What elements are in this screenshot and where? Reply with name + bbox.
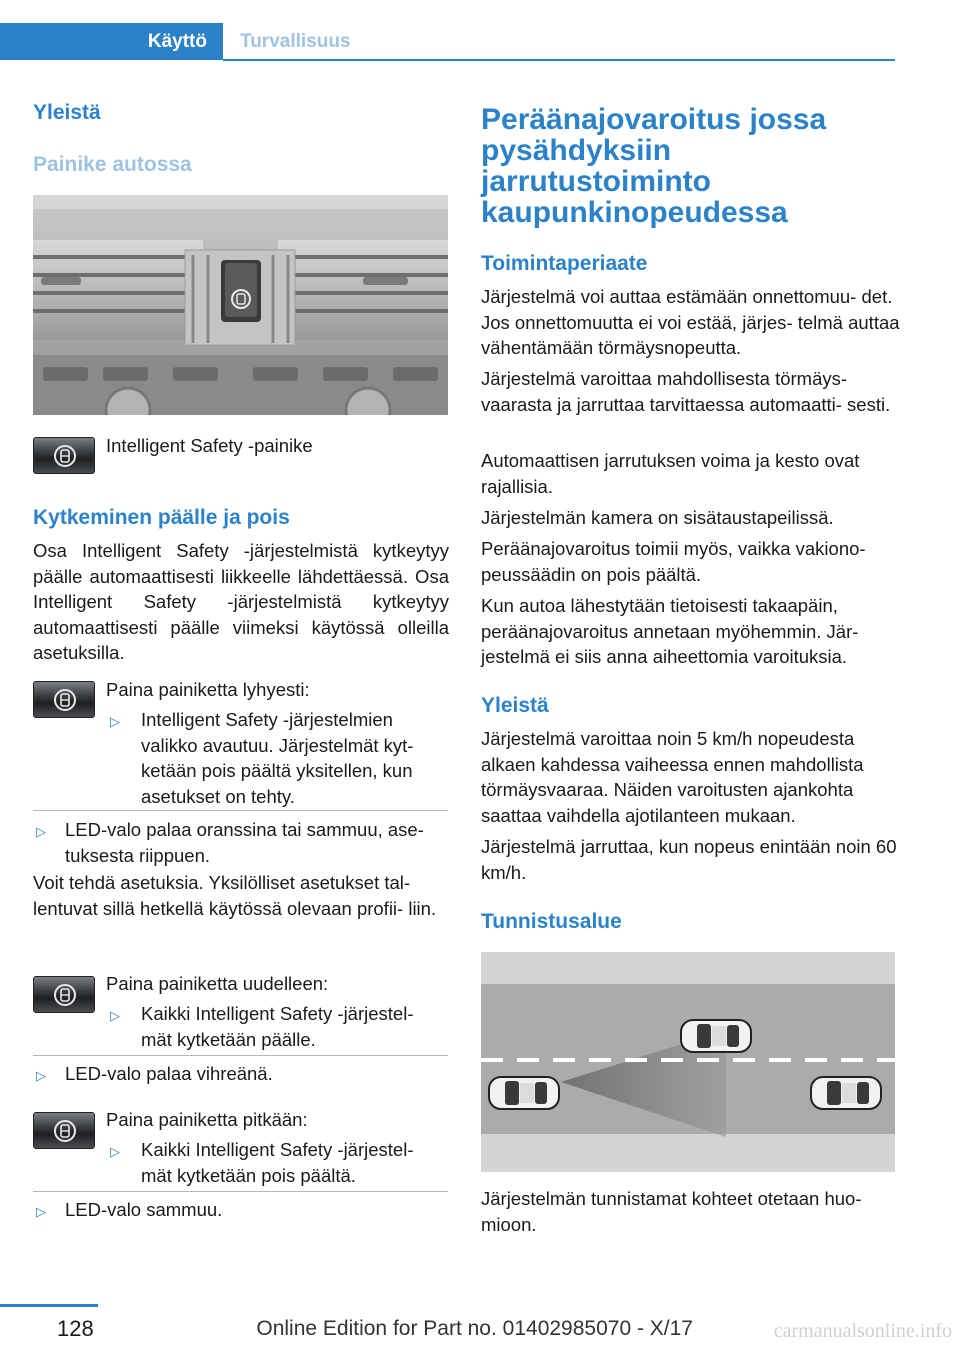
safety-button-icon bbox=[33, 437, 95, 474]
para-p6: Kun autoa lähestytään tietoisesti takaapäin, peräänajovaroitus annetaan myöhemmin. Jär- jestelmä ei siis anna aiheettomia varoituksia. bbox=[481, 595, 859, 667]
section-title-kytkeminen: Kytkeminen päälle ja pois bbox=[33, 506, 290, 529]
para-p8: Järjestelmä jarruttaa, kun nopeus enintään noin 60 km/h. bbox=[481, 836, 897, 883]
footer-divider bbox=[0, 1304, 98, 1307]
para-p3: Automaattisen jarrutuksen voima ja kesto ovat rajallisia. bbox=[481, 450, 860, 497]
car-icon bbox=[681, 1020, 751, 1052]
tab-kaytto[interactable]: Käyttö bbox=[0, 23, 223, 60]
watermark: carmanualsonline.info bbox=[773, 1320, 952, 1342]
press-short-label: Paina painiketta lyhyesti: bbox=[106, 679, 310, 700]
led-green-bullet: LED-valo palaa vihreänä. bbox=[65, 1063, 273, 1084]
dashboard-photo bbox=[33, 195, 448, 415]
safety-button-icon bbox=[33, 976, 95, 1013]
press-again-label: Paina painiketta uudelleen: bbox=[106, 973, 329, 994]
car-icon bbox=[811, 1077, 881, 1109]
bullet-triangle-icon: ▷ bbox=[110, 714, 120, 729]
car-icon bbox=[489, 1077, 559, 1109]
separator bbox=[33, 810, 448, 811]
heading-painike-autossa: Painike autossa bbox=[33, 153, 192, 176]
safety-button-icon bbox=[33, 1112, 95, 1149]
bullet-triangle-icon: ▷ bbox=[110, 1008, 120, 1023]
bullet-triangle-icon: ▷ bbox=[110, 1144, 120, 1159]
led-orange-bullet: LED-valo palaa oranssina tai sammuu, ase- tuksesta riippuen. bbox=[65, 819, 424, 866]
right-title: Peräänajovaroitus jossa pysähdyksiin jarrutustoiminto kaupunkinopeudessa bbox=[481, 103, 827, 229]
heading-yleista: Yleistä bbox=[33, 101, 101, 124]
press-long-label: Paina painiketta pitkään: bbox=[106, 1109, 308, 1130]
bullet-triangle-icon: ▷ bbox=[36, 1068, 46, 1083]
diagram-caption: Järjestelmän tunnistamat kohteet otetaan huo- mioon. bbox=[481, 1188, 862, 1235]
subheading-toimintaperiaate: Toimintaperiaate bbox=[481, 252, 648, 275]
button-caption: Intelligent Safety -painike bbox=[106, 435, 313, 456]
detection-area-diagram bbox=[481, 952, 895, 1172]
subheading-tunnistusalue: Tunnistusalue bbox=[481, 910, 622, 933]
para-p7: Järjestelmä varoittaa noin 5 km/h nopeudesta alkaen kahdessa vaiheessa ennen mahdollista törmäysvaaraa. Näiden varoitusten ajankohta saattaa vaihdella ajotilanteen mukaan. bbox=[481, 728, 864, 826]
press-short-bullet: Intelligent Safety -järjestelmien valikko avautuu. Järjestelmät kyt- ketään pois päältä yksitellen, kun asetukset on tehty. bbox=[141, 709, 414, 807]
bullet-triangle-icon: ▷ bbox=[36, 1204, 46, 1219]
para-kytkeminen: Osa Intelligent Safety -järjestelmistä kytkeytyy päälle automaattisesti liikkeelle lähdettäessä. Osa Intelligent Safety -järjestelmistä kytkeytyy automaattisesti päälle viimeksi käytössä olleilla asetuksilla. bbox=[33, 540, 449, 663]
para-p5: Peräänajovaroitus toimii myös, vaikka vakiono- peussäädin on pois päältä. bbox=[481, 538, 866, 585]
para-p4: Järjestelmän kamera on sisätaustapeilissä. bbox=[481, 507, 834, 528]
para-p1: Järjestelmä voi auttaa estämään onnettomuu- det. Jos onnettomuutta ei voi estää, järjes- telmä auttaa vähentämään törmäysnopeutta. bbox=[481, 286, 900, 358]
para-p2: Järjestelmä varoittaa mahdollisesta törmäys- vaarasta ja jarruttaa tarvittaessa automaatti- sesti. bbox=[481, 368, 891, 415]
press-again-bullet: Kaikki Intelligent Safety -järjestel- mät kytketään päälle. bbox=[141, 1003, 414, 1050]
separator bbox=[33, 1191, 448, 1192]
separator bbox=[33, 1055, 448, 1056]
subheading-yleista: Yleistä bbox=[481, 694, 549, 717]
safety-button-icon bbox=[33, 681, 95, 718]
bullet-triangle-icon: ▷ bbox=[36, 824, 46, 839]
page-header bbox=[0, 23, 895, 63]
led-off-bullet: LED-valo sammuu. bbox=[65, 1199, 223, 1220]
para-asetukset: Voit tehdä asetuksia. Yksilölliset asetukset tal- lentuvat sillä hetkellä käytössä olevaan profii- liin. bbox=[33, 872, 437, 919]
press-long-bullet: Kaikki Intelligent Safety -järjestel- mät kytketään pois päältä. bbox=[141, 1139, 414, 1186]
page-number: 128 bbox=[57, 1316, 94, 1341]
tab-turvallisuus[interactable]: Turvallisuus bbox=[223, 23, 895, 60]
header-divider bbox=[223, 59, 895, 61]
edition-info: Online Edition for Part no. 01402985070 - X/17 bbox=[256, 1317, 693, 1340]
